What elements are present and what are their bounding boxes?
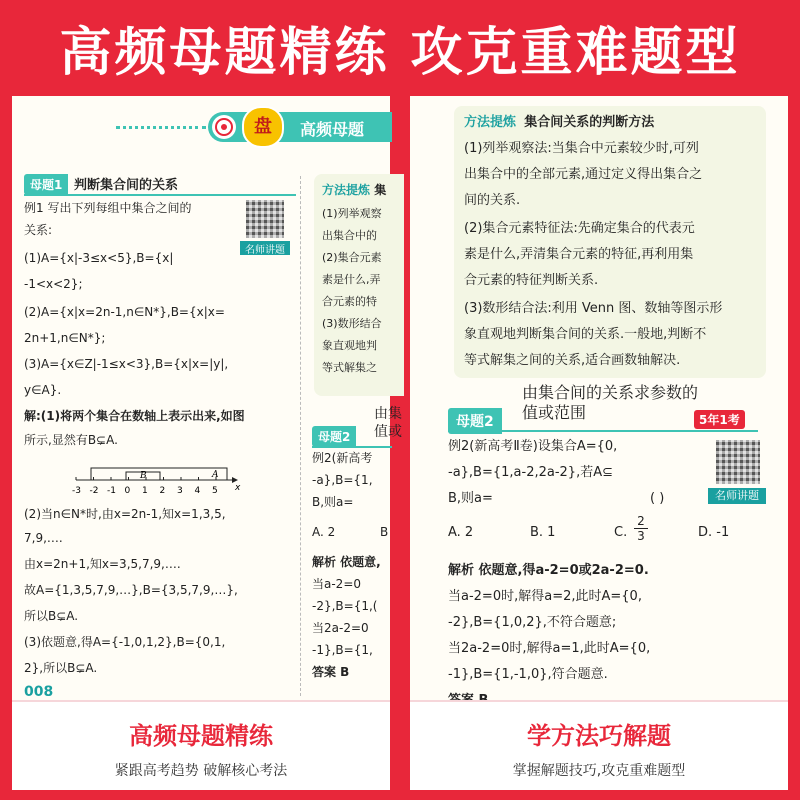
- solution-line: 当a-2=0时,解得a=2,此时A={0,: [448, 589, 642, 604]
- tag-mother-question-1: 母题1: [24, 174, 68, 195]
- number-line-tick-label: -3: [72, 486, 81, 496]
- side-tip-line: 等式解集之: [322, 361, 377, 374]
- side-heading: 值或: [374, 424, 402, 440]
- right-footer-title: 学方法巧解题: [527, 722, 671, 750]
- solution-line: 解析 依题意,得a-2=0或2a-2=0.: [448, 563, 649, 578]
- tip-line: 素是什么,弄清集合元素的特征,再利用集: [464, 247, 694, 262]
- qr-label: 名师讲题: [240, 241, 290, 255]
- banner-title: 高频母题精练 攻克重难题型: [59, 23, 741, 83]
- example-line: (2)A={x|x=2n-1,n∈N*},B={x|x=: [24, 305, 225, 319]
- tag-mother-question-2: 母题2: [448, 408, 502, 434]
- number-line: [72, 460, 242, 496]
- page-number: 008: [24, 684, 54, 700]
- header-title: 高频母题: [300, 120, 365, 139]
- target-icon: [212, 115, 236, 139]
- answer-blank: ( ): [650, 491, 665, 506]
- example-line: 2n+1,n∈N*};: [24, 331, 106, 345]
- tip-title-row: [464, 114, 654, 131]
- left-footer: [12, 700, 390, 790]
- topic-title-line1: 由集合间的关系求参数的: [522, 383, 699, 402]
- solution-line: -2},B={1,0,2},不符合题意;: [448, 615, 617, 630]
- number-line-tick-label: 5: [212, 486, 218, 496]
- right-footer: [410, 700, 788, 790]
- option-b: B. 1: [530, 525, 556, 540]
- side-tip-line: 象直观地判: [322, 339, 377, 352]
- example-line: (3)A={x∈Z|-1≤x<3},B={x|x=|y|,: [24, 357, 229, 371]
- side-solution-line: -1},B={1,: [312, 643, 373, 657]
- example-line: (1)A={x|-3≤x<5},B={x|: [24, 251, 174, 265]
- number-line-tick-label: -1: [107, 486, 116, 496]
- number-line-tick-label: 1: [142, 486, 148, 496]
- header-badge-icon: 盘: [242, 106, 284, 148]
- tip-line: 等式解集之间的关系,适合画数轴解决.: [464, 353, 681, 368]
- question-line: B,则a=: [448, 491, 493, 506]
- qr-code-icon[interactable]: [246, 200, 284, 238]
- tip-line: 间的关系.: [464, 193, 521, 208]
- number-line-tick-label: 2: [159, 486, 166, 496]
- solution-line: 7,9,….: [24, 531, 63, 545]
- side-tip-line: (1)列举观察: [322, 207, 382, 220]
- fraction-denominator: 3: [634, 528, 648, 543]
- tip-line: (1)列举观察法:当集合中元素较少时,可列: [464, 141, 699, 156]
- solution-line: 当2a-2=0时,解得a=1,此时A={0,: [448, 641, 651, 656]
- question-line: -a},B={1,a-2,2a-2},若A⊆: [448, 465, 613, 480]
- side-answer: 答案 B: [312, 665, 350, 679]
- side-tip-line: 出集合中的: [322, 229, 377, 242]
- question-line: 例2(新高考Ⅱ卷)设集合A={0,: [448, 439, 618, 454]
- right-footer-subtitle: 掌握解题技巧,攻克重难题型: [512, 763, 686, 779]
- side-solution-line: 当a-2=0: [312, 577, 362, 591]
- side-solution-line: 解析 依题意,: [312, 555, 381, 569]
- solution-line: (2)当n∈N*时,由x=2n-1,知x=1,3,5,: [24, 507, 226, 521]
- number-line-axis-label: x: [235, 483, 241, 493]
- tip-line: (2)集合元素特征法:先确定集合的代表元: [464, 221, 695, 236]
- left-page-card: [12, 96, 402, 790]
- side-tip-line: 素是什么,弄: [322, 273, 381, 286]
- solution-line: (3)依题意,得A={-1,0,1,2},B={0,1,: [24, 635, 226, 649]
- topic-underline: [24, 194, 296, 196]
- tip-heading: 集合间关系的判断方法: [524, 115, 655, 130]
- side-tag-underline: [312, 446, 392, 448]
- side-tip-title: 方法提炼 集: [322, 183, 387, 197]
- solution-line: 所以B⊊A.: [24, 609, 79, 623]
- header-dots: [116, 126, 206, 129]
- example-line: 例1 写出下列每组中集合之间的: [24, 201, 192, 215]
- side-question-line: -a},B={1,: [312, 473, 373, 487]
- solution-line: 由x=2n+1,知x=3,5,7,9,….: [24, 557, 181, 571]
- option-d: D. -1: [698, 525, 730, 540]
- number-line-tick-label: 4: [194, 486, 201, 496]
- tip-title: 方法提炼: [464, 115, 517, 130]
- qr-label: 名师讲题: [708, 488, 766, 504]
- side-tip-line: (3)数形结合: [322, 317, 382, 330]
- column-divider: [300, 176, 301, 696]
- solution-line: 解:(1)将两个集合在数轴上表示出来,如图: [24, 409, 245, 423]
- option-c-fraction: [634, 514, 648, 543]
- left-footer-subtitle: 紧跟高考趋势 破解核心考法: [114, 763, 288, 779]
- left-page: [12, 96, 402, 716]
- number-line-tick-label: 3: [177, 486, 183, 496]
- tip-line: 象直观地判断集合间的关系.一般地,判断不: [464, 327, 707, 342]
- right-page: [410, 96, 788, 716]
- side-option: A. 2: [312, 525, 336, 539]
- topic-title: 判断集合间的关系: [74, 178, 179, 193]
- number-line-label-b: B: [140, 471, 147, 481]
- topic-title-line2: 值或范围: [522, 403, 587, 422]
- qr-code-icon[interactable]: [716, 440, 760, 484]
- side-tag: 母题2: [312, 426, 356, 447]
- side-heading: 由集: [374, 406, 402, 422]
- solution-line: 2},所以B⊊A.: [24, 661, 98, 675]
- solution-line: 故A={1,3,5,7,9,…},B={3,5,7,9,…},: [24, 583, 238, 597]
- tip-line: 出集合中的全部元素,通过定义得出集合之: [464, 167, 703, 182]
- side-tip-line: 合元素的特: [322, 295, 377, 308]
- side-question-line: B,则a=: [312, 495, 354, 509]
- fraction-numerator: 2: [637, 514, 645, 528]
- example-line: 关系:: [24, 223, 53, 237]
- example-line: y∈A}.: [24, 383, 62, 397]
- option-a: A. 2: [448, 525, 474, 540]
- topic-underline: [448, 430, 758, 432]
- side-tip-line: (2)集合元素: [322, 251, 382, 264]
- number-line-tick-label: 0: [124, 486, 131, 496]
- solution-line: 所示,显然有B⊊A.: [24, 433, 118, 447]
- example-line: -1<x<2};: [24, 277, 83, 291]
- exam-frequency-badge: 5年1考: [694, 410, 745, 429]
- solution-line: -1},B={1,-1,0},符合题意.: [448, 667, 608, 682]
- side-solution-line: 当2a-2=0: [312, 621, 369, 635]
- side-question-line: 例2(新高考: [312, 451, 373, 465]
- tip-line: (3)数形结合法:利用 Venn 图、数轴等图示形: [464, 301, 723, 316]
- right-page-card: [410, 96, 788, 790]
- number-line-label-a: A: [212, 470, 219, 480]
- tip-line: 合元素的特征判断关系.: [464, 273, 599, 288]
- side-solution-line: -2},B={1,(: [312, 599, 378, 613]
- side-option: B: [380, 525, 389, 539]
- option-c: C.: [614, 525, 628, 540]
- left-footer-title: 高频母题精练: [129, 722, 273, 750]
- number-line-tick-label: -2: [89, 486, 99, 496]
